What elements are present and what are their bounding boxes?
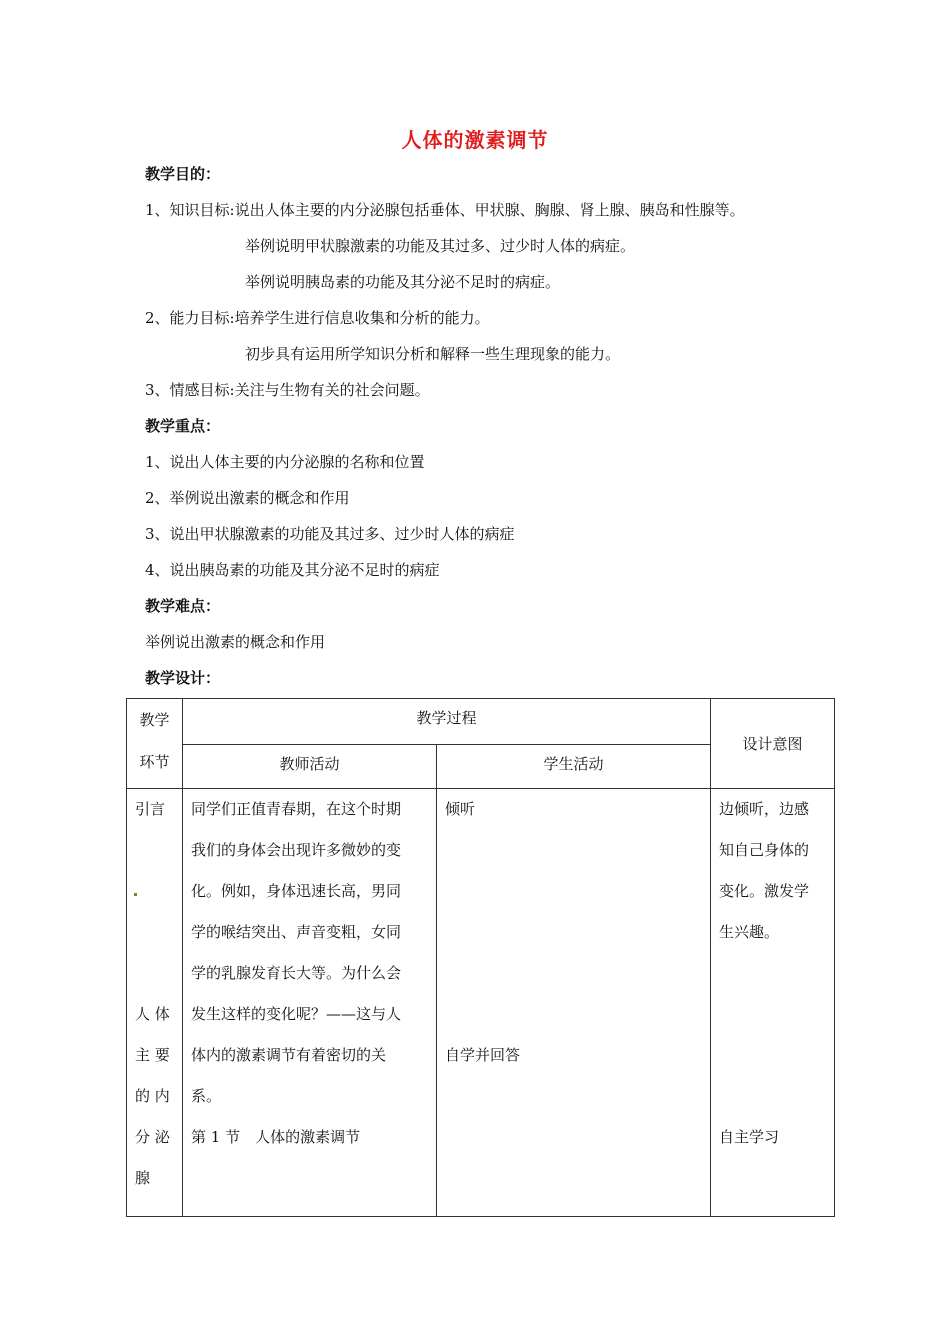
student-header: 学生活动	[437, 745, 711, 789]
keypoint-line: 2、举例说出激素的概念和作用	[145, 489, 350, 507]
teacher-line: 发生这样的变化呢？——这与人	[191, 1005, 402, 1023]
difficulty-line: 举例说出激素的概念和作用	[145, 633, 326, 651]
keypoints-heading: 教学重点：	[145, 417, 221, 435]
stage-line: 主 要	[135, 1046, 170, 1064]
objectives-heading: 教学目的：	[145, 165, 221, 183]
objective-line: 1、知识目标:说出人体主要的内分泌腺包括垂体、甲状腺、胸腺、肾上腺、胰岛和性腺等。	[145, 201, 745, 219]
stage-header-cell	[127, 699, 183, 789]
intent-cell	[711, 789, 835, 1217]
teacher-line: 化。例如，身体迅速长高，男同	[191, 882, 402, 900]
teacher-line: 学的乳腺发育长大等。为什么会	[191, 964, 402, 982]
stage-line: 的 内	[135, 1087, 170, 1105]
teacher-line: 系。	[191, 1087, 222, 1105]
intent-header: 设计意图	[711, 699, 835, 789]
student-line: 自学并回答	[445, 1046, 521, 1064]
teaching-design-table	[126, 698, 835, 1217]
keypoint-line: 1、说出人体主要的内分泌腺的名称和位置	[145, 453, 425, 471]
stage-line: 人 体	[135, 1005, 170, 1023]
page-title: 人体的激素调节	[401, 128, 549, 152]
stage-header-line: 环节	[139, 753, 170, 771]
student-activity-cell	[437, 789, 711, 1217]
objective-line: 3、情感目标:关注与生物有关的社会问题。	[145, 381, 430, 399]
objective-line: 举例说明胰岛素的功能及其分泌不足时的病症。	[245, 273, 561, 291]
stage-cell	[127, 789, 183, 1217]
student-line: 倾听	[445, 800, 476, 818]
objective-line: 初步具有运用所学知识分析和解释一些生理现象的能力。	[245, 345, 621, 363]
objective-line: 举例说明甲状腺激素的功能及其过多、过少时人体的病症。	[245, 237, 636, 255]
stage-line: 分 泌	[135, 1128, 170, 1146]
intent-line: 知自己身体的	[719, 841, 810, 859]
intent-line: 变化。激发学	[719, 882, 810, 900]
teacher-line: 学的喉结突出、声音变粗，女同	[191, 923, 402, 941]
process-header: 教学过程	[183, 699, 711, 745]
difficulty-heading: 教学难点：	[145, 597, 221, 615]
stray-mark	[134, 893, 137, 896]
intent-line: 边倾听，边感	[719, 800, 810, 818]
intent-line: 自主学习	[719, 1128, 780, 1146]
intent-line: 生兴趣。	[719, 923, 780, 941]
keypoint-line: 4、说出胰岛素的功能及其分泌不足时的病症	[145, 561, 440, 579]
teacher-activity-cell	[183, 789, 437, 1217]
keypoint-line: 3、说出甲状腺激素的功能及其过多、过少时人体的病症	[145, 525, 515, 543]
design-heading: 教学设计：	[145, 669, 221, 687]
stage-header-line: 教学	[139, 711, 170, 729]
teacher-line: 体内的激素调节有着密切的关	[191, 1046, 387, 1064]
stage-line: 腺	[135, 1169, 151, 1187]
stage-intro: 引言	[135, 800, 166, 818]
teacher-line: 同学们正值青春期，在这个时期	[191, 800, 402, 818]
objective-line: 2、能力目标:培养学生进行信息收集和分析的能力。	[145, 309, 490, 327]
teacher-header: 教师活动	[183, 745, 437, 789]
teacher-line: 我们的身体会出现许多微妙的变	[191, 841, 402, 859]
teacher-section-title: 第 1 节 人体的激素调节	[191, 1128, 361, 1146]
